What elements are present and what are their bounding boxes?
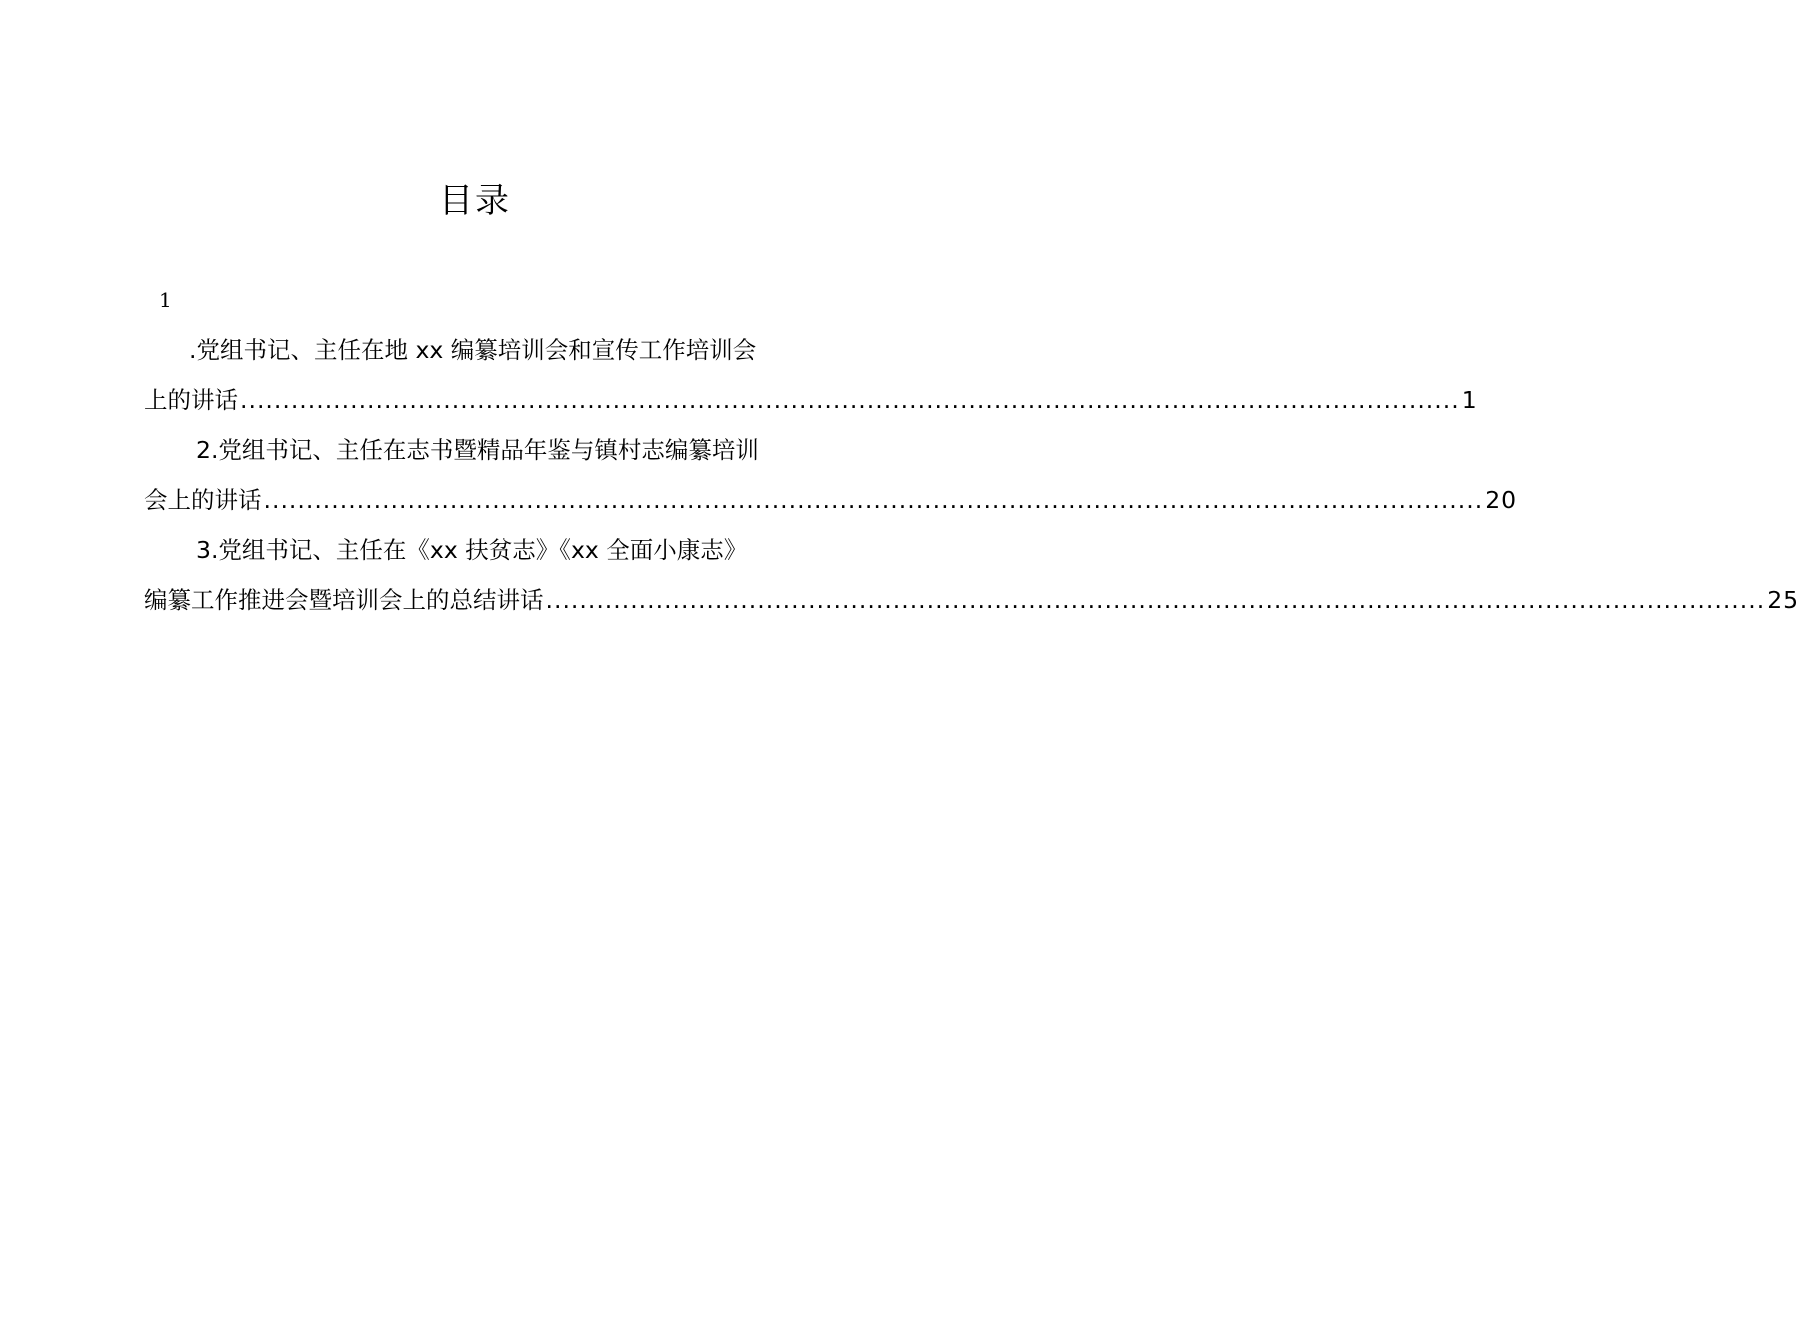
toc-entry-2-line-2 bbox=[144, 482, 1518, 518]
toc-entry-2-leader: ................................................................................................................................................ bbox=[263, 486, 1484, 514]
list-number-marker: 1 bbox=[159, 288, 172, 312]
toc-entry-3-line-2 bbox=[144, 582, 1799, 618]
toc-entry-1-text: 上的讲话 bbox=[144, 386, 238, 414]
toc-entry-3-line-1: 3.党组书记、主任在《xx 扶贫志》《xx 全面小康志》 bbox=[196, 536, 748, 564]
toc-entry-1-leader: ................................................................................................................................................ bbox=[240, 386, 1460, 414]
toc-entry-3-leader: ................................................................................................................................................ bbox=[545, 586, 1766, 614]
toc-entry-3-text: 编纂工作推进会暨培训会上的总结讲话 bbox=[144, 586, 544, 614]
toc-entry-3-page-number: 25 bbox=[1767, 586, 1799, 614]
toc-title: 目录 bbox=[439, 181, 511, 221]
toc-entry-2-text: 会上的讲话 bbox=[144, 486, 262, 514]
toc-entry-1-line-2 bbox=[144, 382, 1478, 418]
toc-entry-2-line-1: 2.党组书记、主任在志书暨精品年鉴与镇村志编纂培训 bbox=[196, 436, 759, 464]
toc-entry-1-line-1: .党组书记、主任在地 xx 编纂培训会和宣传工作培训会 bbox=[189, 336, 757, 364]
toc-entry-2-page-number: 20 bbox=[1485, 486, 1518, 514]
toc-entry-1-page-number: 1 bbox=[1461, 386, 1478, 414]
